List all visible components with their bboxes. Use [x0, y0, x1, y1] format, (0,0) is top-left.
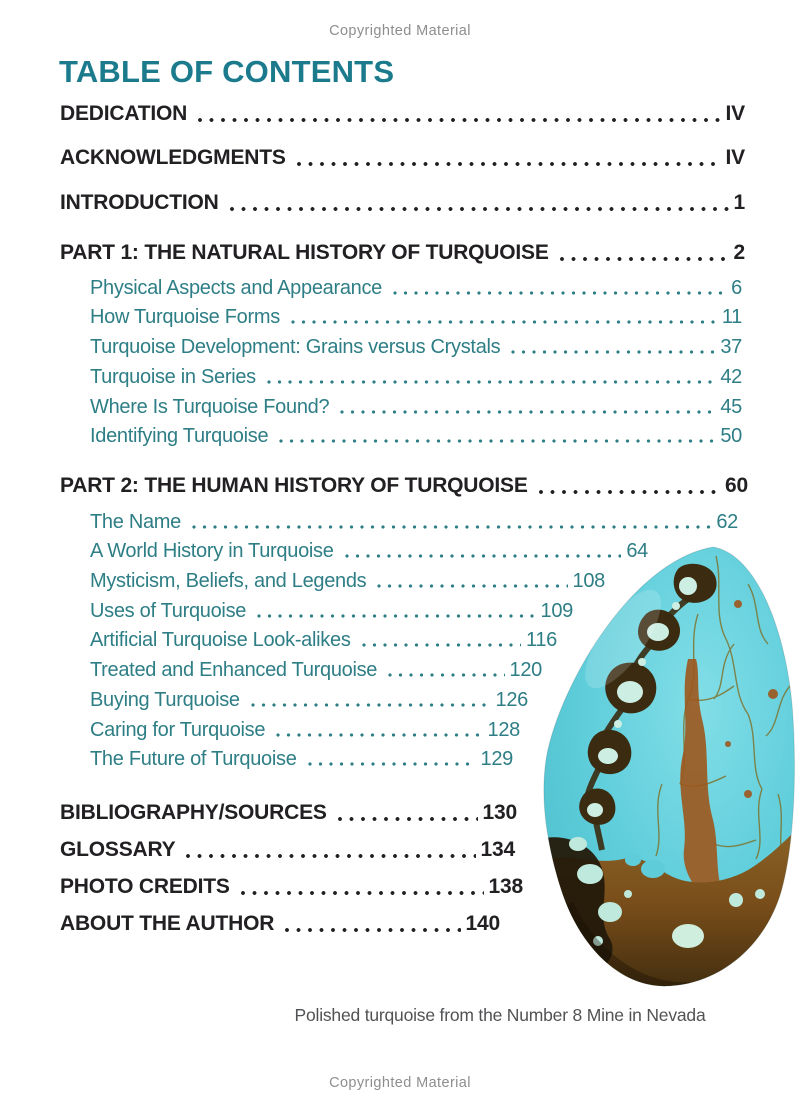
toc-entry-glossary	[60, 839, 515, 861]
dot-leader	[282, 928, 460, 932]
toc-entry-label: Mysticism, Beliefs, and Legends	[90, 570, 367, 592]
toc-entry-page: 6	[731, 277, 742, 299]
toc-entry-buying-turquoise	[90, 689, 528, 711]
toc-entry-bibliography	[60, 802, 517, 824]
turquoise-stone-image	[538, 544, 798, 992]
photo-caption: Polished turquoise from the Number 8 Mine in Nevada	[294, 1005, 706, 1025]
copyright-notice-top: Copyrighted Material	[329, 23, 471, 39]
toc-entry-photo-credits	[60, 876, 523, 898]
toc-entry-page: 134	[480, 838, 515, 861]
toc-entry-dedication	[60, 103, 745, 125]
dot-leader	[337, 410, 715, 414]
toc-entry-label: ACKNOWLEDGMENTS	[60, 146, 286, 169]
toc-entry-page: 116	[526, 629, 557, 651]
toc-entry-page: 130	[482, 801, 517, 824]
toc-entry-page: 50	[720, 425, 742, 447]
dot-leader	[294, 162, 721, 166]
dot-leader	[264, 380, 715, 384]
toc-entry-page: 45	[720, 396, 742, 418]
toc-entry-caring-for-turquoise	[90, 719, 520, 741]
toc-entry-label: Turquoise in Series	[90, 366, 256, 388]
toc-entry-page: 120	[509, 659, 542, 681]
toc-entry-how-turquoise-forms	[90, 306, 742, 328]
toc-entry-page: 64	[626, 540, 648, 562]
toc-entry-page: 2	[733, 241, 745, 264]
toc-entry-page: 62	[716, 511, 738, 533]
toc-entry-uses-of-turquoise	[90, 600, 573, 622]
toc-entry-the-name	[90, 511, 738, 533]
toc-entry-label: Turquoise Development: Grains versus Crystals	[90, 336, 501, 358]
copyright-notice-bottom: Copyrighted Material	[329, 1075, 471, 1091]
toc-entry-page: 128	[487, 719, 520, 741]
page-title: TABLE OF CONTENTS	[59, 54, 395, 89]
dot-leader	[248, 703, 491, 707]
toc-entry-label: ABOUT THE AUTHOR	[60, 912, 275, 935]
toc-entry-label: A World History in Turquoise	[90, 540, 334, 562]
toc-entry-label: BIBLIOGRAPHY/SOURCES	[60, 801, 327, 824]
toc-entry-page: 42	[720, 366, 742, 388]
toc-entry-label: Artificial Turquoise Look-alikes	[90, 629, 351, 651]
toc-entry-page: 126	[495, 689, 528, 711]
toc-entry-page: 11	[721, 306, 742, 328]
toc-entry-turquoise-in-series	[90, 366, 742, 388]
toc-entry-page: 129	[480, 748, 513, 770]
toc-entry-label: Where Is Turquoise Found?	[90, 396, 330, 418]
toc-entry-label: Caring for Turquoise	[90, 719, 266, 741]
toc-entry-label: The Name	[90, 511, 181, 533]
dot-leader	[557, 257, 729, 261]
toc-entry-label: PART 1: THE NATURAL HISTORY OF TURQUOISE	[60, 241, 549, 264]
toc-entry-mysticism	[90, 570, 605, 592]
dot-leader	[536, 490, 720, 494]
toc-entry-future-of-turquoise	[90, 748, 513, 770]
toc-entry-label: Buying Turquoise	[90, 689, 240, 711]
toc-entry-identifying-turquoise	[90, 425, 742, 447]
dot-leader	[227, 207, 729, 211]
dot-leader	[273, 733, 482, 737]
toc-entry-page: IV	[725, 146, 745, 169]
toc-entry-physical-aspects	[90, 277, 742, 299]
toc-entry-label: GLOSSARY	[60, 838, 176, 861]
toc-entry-where-is-turquoise-found	[90, 396, 742, 418]
dot-leader	[508, 350, 715, 354]
dot-leader	[288, 320, 717, 324]
toc-entry-introduction	[60, 192, 745, 214]
toc-entry-page: 108	[572, 570, 605, 592]
toc-entry-part1	[60, 242, 745, 264]
toc-entry-label: Identifying Turquoise	[90, 425, 269, 447]
dot-leader	[385, 673, 504, 677]
toc-entry-label: PHOTO CREDITS	[60, 875, 230, 898]
toc-entry-artificial-lookalikes	[90, 629, 557, 651]
toc-entry-label: PART 2: THE HUMAN HISTORY OF TURQUOISE	[60, 474, 528, 497]
dot-leader	[359, 643, 521, 647]
toc-entry-label: How Turquoise Forms	[90, 306, 280, 328]
toc-entry-page: 37	[720, 336, 742, 358]
toc-entry-page: 109	[540, 600, 573, 622]
toc-entry-label: The Future of Turquoise	[90, 748, 297, 770]
toc-entry-part2	[60, 475, 748, 497]
dot-leader	[390, 291, 726, 295]
dot-leader	[276, 439, 715, 443]
toc-entry-label: INTRODUCTION	[60, 191, 219, 214]
toc-entry-label: Physical Aspects and Appearance	[90, 277, 383, 299]
toc-entry-treated-enhanced	[90, 659, 542, 681]
toc-entry-turquoise-development	[90, 336, 742, 358]
dot-leader	[305, 762, 476, 766]
toc-entry-label: DEDICATION	[60, 102, 188, 125]
dot-leader	[254, 614, 535, 618]
dot-leader	[183, 854, 475, 858]
toc-entry-page: IV	[725, 102, 745, 125]
dot-leader	[189, 525, 711, 529]
toc-entry-label: Treated and Enhanced Turquoise	[90, 659, 378, 681]
toc-entry-acknowledgments	[60, 147, 745, 169]
dot-leader	[195, 118, 720, 122]
toc-entry-about-the-author	[60, 913, 500, 935]
toc-entry-label: Uses of Turquoise	[90, 600, 247, 622]
dot-leader	[238, 891, 484, 895]
toc-entry-page: 1	[733, 191, 745, 214]
toc-entry-page: 60	[725, 474, 748, 497]
dot-leader	[335, 817, 478, 821]
toc-entry-page: 138	[488, 875, 523, 898]
toc-entry-page: 140	[465, 912, 500, 935]
